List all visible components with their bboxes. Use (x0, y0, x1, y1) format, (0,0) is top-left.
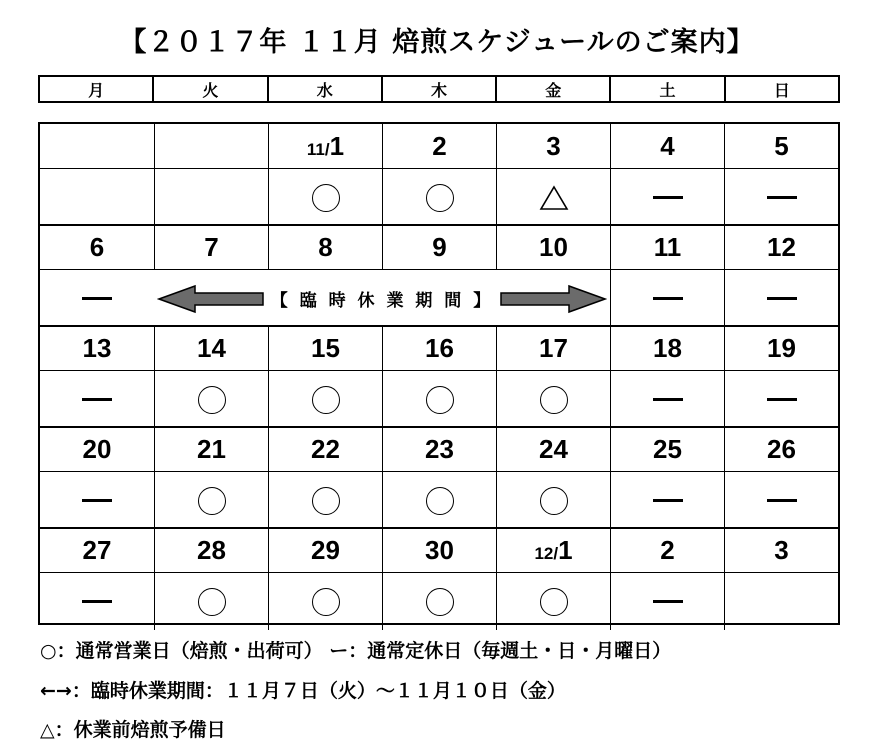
day-number (307, 131, 344, 162)
day-cell (268, 427, 382, 471)
weekday-sun: 日 (724, 77, 838, 101)
day-number (539, 333, 568, 364)
week-date-row (40, 427, 838, 471)
open-circle-icon (312, 184, 340, 212)
day-number (425, 333, 454, 364)
day-number-value: 1 (329, 130, 345, 161)
closed-dash-icon (653, 398, 683, 401)
day-number (653, 333, 682, 364)
month-prefix: 11/ (306, 139, 330, 159)
day-number-value: 25 (653, 433, 682, 464)
day-number-value: 16 (425, 332, 454, 363)
open-circle-icon (426, 487, 454, 515)
day-number (197, 333, 226, 364)
open-circle-icon (540, 386, 568, 414)
status-cell (40, 472, 154, 529)
day-number-value: 9 (432, 231, 447, 262)
status-cell (496, 169, 610, 226)
week-date-row (40, 528, 838, 572)
week-divider (40, 224, 838, 226)
day-number-value: 19 (767, 332, 796, 363)
status-cell (382, 169, 496, 226)
day-cell (724, 326, 838, 370)
triangle-icon (539, 185, 569, 211)
status-cell (610, 472, 724, 529)
status-cell (268, 573, 382, 630)
day-cell (40, 427, 154, 471)
day-cell (268, 124, 382, 168)
day-cell (268, 326, 382, 370)
calendar-week (40, 427, 838, 528)
day-number-value: 18 (653, 332, 682, 363)
status-cell (382, 573, 496, 630)
day-number (774, 131, 788, 162)
day-number-value: 8 (318, 231, 333, 262)
status-cell (268, 472, 382, 529)
day-number (83, 535, 112, 566)
day-number-value: 10 (539, 231, 568, 262)
status-cell (40, 270, 154, 327)
temporary-closure-label: 【 臨 時 休 業 期 間 】 (270, 291, 494, 311)
day-number (318, 232, 332, 263)
open-circle-icon (312, 487, 340, 515)
day-cell (610, 124, 724, 168)
day-number (660, 131, 674, 162)
status-cell (496, 371, 610, 428)
day-number-value: 1 (558, 534, 573, 565)
day-number-value: 27 (82, 534, 112, 565)
weekday-fri: 金 (495, 77, 609, 101)
weekday-tue: 火 (152, 77, 266, 101)
week-status-row (40, 370, 838, 428)
day-number-value: 29 (311, 534, 340, 565)
day-cell (610, 427, 724, 471)
day-cell (382, 427, 496, 471)
day-number (546, 131, 560, 162)
day-cell (724, 528, 838, 572)
status-cell (382, 371, 496, 428)
legend-pre-closure-roast: △：休業前焙煎予備日 (40, 719, 226, 741)
day-cell (610, 225, 724, 269)
status-cell (496, 573, 610, 630)
day-cell (496, 427, 610, 471)
day-number-value: 26 (767, 433, 796, 464)
day-number (197, 535, 226, 566)
day-number-value: 13 (82, 332, 112, 363)
open-circle-icon (198, 588, 226, 616)
day-number-value: 3 (774, 534, 789, 565)
status-cell (40, 169, 154, 226)
week-date-row (40, 225, 838, 269)
day-number (204, 232, 218, 263)
open-circle-icon (540, 588, 568, 616)
weekday-thu: 木 (381, 77, 495, 101)
day-cell (40, 528, 154, 572)
status-cell (610, 371, 724, 428)
day-number-value: 28 (197, 534, 226, 565)
day-number-value: 21 (197, 433, 226, 464)
closed-dash-icon (82, 398, 112, 401)
open-circle-icon (198, 386, 226, 414)
closed-dash-icon (82, 297, 112, 300)
day-number-value: 2 (432, 130, 447, 161)
week-divider (40, 527, 838, 529)
day-number-value: 6 (89, 231, 105, 262)
week-date-row (40, 124, 838, 168)
left-arrow-icon (157, 284, 265, 314)
week-status-row (40, 572, 838, 630)
status-cell (154, 472, 268, 529)
day-number (539, 434, 568, 465)
week-status-row (40, 168, 838, 226)
status-cell (724, 270, 838, 327)
day-number-value: 22 (311, 433, 340, 464)
day-number-value: 23 (425, 433, 454, 464)
day-number (767, 434, 796, 465)
day-number (311, 333, 340, 364)
day-number-value: 4 (660, 130, 675, 161)
closed-dash-icon (767, 499, 797, 502)
day-number (767, 232, 796, 263)
day-number (432, 131, 446, 162)
open-circle-icon (312, 386, 340, 414)
day-number-value: 14 (197, 332, 226, 363)
day-number (774, 535, 788, 566)
right-arrow-icon (499, 284, 607, 314)
status-cell (724, 573, 838, 630)
day-number (660, 535, 674, 566)
day-number (197, 434, 226, 465)
day-number (83, 333, 112, 364)
day-cell (496, 124, 610, 168)
legend-temporary-closure: ←→：臨時休業期間：１１月７日（火）〜１１月１０日（金） (40, 680, 566, 702)
calendar-week (40, 326, 838, 427)
closed-dash-icon (653, 499, 683, 502)
status-cell (154, 573, 268, 630)
month-prefix: 12/ (534, 543, 559, 563)
day-cell (382, 124, 496, 168)
day-number-value: 2 (660, 534, 675, 565)
day-number (767, 333, 796, 364)
day-cell (40, 124, 154, 168)
status-cell (496, 472, 610, 529)
status-cell (154, 371, 268, 428)
day-number (425, 434, 454, 465)
day-cell (724, 124, 838, 168)
day-number (311, 535, 340, 566)
day-cell (154, 225, 268, 269)
day-cell (268, 225, 382, 269)
week-status-row (40, 471, 838, 529)
calendar-week (40, 124, 838, 225)
day-number-value: 12 (767, 231, 796, 262)
open-circle-icon (198, 487, 226, 515)
day-cell (382, 528, 496, 572)
day-cell (610, 528, 724, 572)
status-cell (724, 169, 838, 226)
open-circle-icon (540, 487, 568, 515)
status-cell (268, 169, 382, 226)
closed-dash-icon (653, 297, 683, 300)
day-cell (154, 124, 268, 168)
status-cell (154, 169, 268, 226)
status-cell (724, 472, 838, 529)
week-divider (40, 426, 838, 428)
closed-dash-icon (767, 297, 797, 300)
closed-dash-icon (767, 398, 797, 401)
day-number-value: 30 (425, 534, 454, 565)
status-cell (268, 371, 382, 428)
day-cell (154, 528, 268, 572)
day-number-value: 20 (82, 433, 112, 464)
day-cell (154, 427, 268, 471)
day-number-value: 15 (311, 332, 340, 363)
closed-dash-icon (653, 600, 683, 603)
day-cell (268, 528, 382, 572)
day-number (654, 232, 682, 263)
day-cell (154, 326, 268, 370)
day-number-value: 5 (774, 130, 789, 161)
closed-dash-icon (653, 196, 683, 199)
day-cell (496, 225, 610, 269)
legend-normal-closed: ○：通常営業日（焙煎・出荷可） ー：通常定休日（毎週土・日・月曜日） (40, 640, 672, 662)
weekday-mon: 月 (88, 80, 105, 100)
status-cell (724, 371, 838, 428)
day-cell (40, 225, 154, 269)
status-cell (40, 371, 154, 428)
day-number (311, 434, 340, 465)
day-cell (724, 225, 838, 269)
day-number (432, 232, 446, 263)
day-number-value: 11 (653, 231, 682, 262)
day-cell (496, 528, 610, 572)
weekday-sat: 土 (609, 77, 723, 101)
status-cell (610, 169, 724, 226)
closed-dash-icon (767, 196, 797, 199)
status-cell (610, 573, 724, 630)
day-number-value: 7 (204, 231, 219, 262)
day-cell (382, 326, 496, 370)
closed-dash-icon (82, 600, 112, 603)
page-title: 【２０１７年 １１月 焙煎スケジュールのご案内】 (119, 27, 755, 58)
day-number (83, 434, 112, 465)
day-cell (40, 326, 154, 370)
open-circle-icon (312, 588, 340, 616)
day-cell (496, 326, 610, 370)
open-circle-icon (426, 386, 454, 414)
day-number-value: 24 (539, 433, 568, 464)
status-cell (40, 573, 154, 630)
week-divider (40, 325, 838, 327)
status-cell (610, 270, 724, 327)
open-circle-icon (426, 588, 454, 616)
day-number-value: 3 (546, 130, 561, 161)
day-number (653, 434, 682, 465)
closed-dash-icon (82, 499, 112, 502)
open-circle-icon (426, 184, 454, 212)
calendar-grid (38, 122, 840, 625)
day-number (539, 232, 568, 263)
week-date-row (40, 326, 838, 370)
day-number (425, 535, 454, 566)
status-cell (382, 472, 496, 529)
day-cell (724, 427, 838, 471)
weekday-wed: 水 (267, 77, 381, 101)
day-number (534, 535, 572, 566)
day-number (90, 232, 104, 263)
calendar-week (40, 225, 838, 326)
calendar-week (40, 528, 838, 629)
day-cell (382, 225, 496, 269)
day-number-value: 17 (539, 332, 568, 363)
temporary-closure-band (154, 269, 610, 327)
weekday-header (38, 75, 840, 103)
day-cell (610, 326, 724, 370)
